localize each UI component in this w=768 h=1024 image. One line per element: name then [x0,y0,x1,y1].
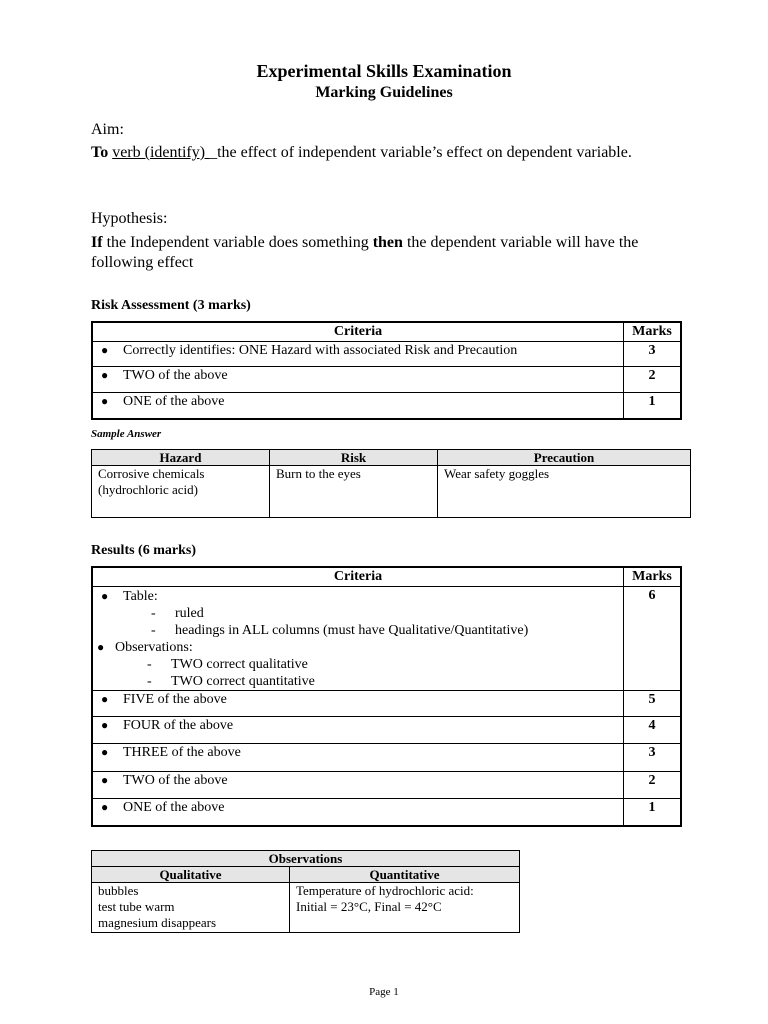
bullet-icon: ● [101,394,109,408]
criteria-cell [92,772,624,799]
document-subtitle: Marking Guidelines [315,84,453,101]
observations-table [91,850,520,933]
criteria-cell [92,691,624,717]
sub-item: - headings in ALL columns (must have Qualitative/Quantitative) [151,623,529,638]
criteria-text: TWO of the above [123,773,228,788]
marks-cell: 6 [624,587,682,691]
criteria-text: ONE of the above [123,800,225,815]
table-row [92,799,681,826]
hypothesis-then: then [372,234,403,251]
aim-text [91,143,681,163]
aim-heading: Aim: [91,121,124,138]
sub-item: - TWO correct quantitative [147,674,315,689]
criteria-item [101,588,623,605]
bullet-icon: ● [101,745,109,759]
table-header-row [92,867,520,883]
marks-cell: 3 [624,744,682,772]
table-row [92,393,681,419]
document-title: Experimental Skills Examination [256,61,512,81]
hypothesis-heading: Hypothesis: [91,210,168,227]
sub-item: - ruled [151,606,204,621]
table-row [92,744,681,772]
hazard-header: Hazard [92,450,270,466]
marks-cell: 3 [624,342,682,367]
precaution-cell: Wear safety goggles [438,466,691,518]
marks-cell: 1 [624,799,682,826]
criteria-header: Criteria [92,322,624,342]
criteria-header: Criteria [92,567,624,587]
criteria-text: FIVE of the above [123,692,227,707]
page-number: Page 1 [369,986,399,998]
marks-cell: 2 [624,367,682,393]
results-criteria-table [91,566,682,827]
criteria-cell [92,342,624,367]
bullet-icon: ● [97,640,105,654]
hypothesis-mid: the Independent variable does something [102,234,373,251]
criteria-cell [92,744,624,772]
table-row [92,883,520,933]
table-row [92,342,681,367]
criteria-cell [92,717,624,744]
criteria-item [97,639,623,656]
risk-header: Risk [270,450,438,466]
quantitative-cell [290,883,520,933]
table-row [92,717,681,744]
aim-lead: To [91,144,109,161]
quantitative-line: Temperature of hydrochloric acid: [296,883,474,898]
hazard-line: (hydrochloric acid) [98,482,198,497]
qualitative-line: test tube warm [98,899,175,914]
table-row [92,367,681,393]
criteria-cell [92,367,624,393]
aim-verb: verb (identify) [112,144,210,161]
risk-assessment-heading: Risk Assessment (3 marks) [91,298,251,313]
marks-cell: 1 [624,393,682,419]
sample-answer-table [91,449,691,518]
table-row [92,691,681,717]
marks-cell: 2 [624,772,682,799]
risk-criteria-table [91,321,682,420]
table-row [92,772,681,799]
qualitative-cell [92,883,290,933]
sample-answer-label: Sample Answer [91,428,162,440]
table-header-row [92,322,681,342]
criteria-text: FOUR of the above [123,718,234,733]
criteria-cell [92,799,624,826]
bullet-icon: ● [101,343,109,357]
criteria-text: Observations: [115,640,193,655]
hypothesis-if: If [91,234,103,251]
bullet-icon: ● [101,800,109,814]
qualitative-header: Qualitative [92,867,290,883]
table-header-row [92,567,681,587]
table-header-row [92,450,691,466]
criteria-text: ONE of the above [123,394,225,409]
precaution-header: Precaution [438,450,691,466]
risk-cell: Burn to the eyes [270,466,438,518]
criteria-cell [92,393,624,419]
bullet-icon: ● [101,368,109,382]
marks-header: Marks [624,322,682,342]
bullet-icon: ● [101,589,109,603]
hypothesis-text [91,233,681,273]
table-row [92,587,681,691]
qualitative-line: magnesium disappears [98,915,217,930]
marks-header: Marks [624,567,682,587]
criteria-text: Correctly identifies: ONE Hazard with associated Risk and Precaution [123,343,518,358]
criteria-text: THREE of the above [123,745,241,760]
marks-cell: 4 [624,717,682,744]
hazard-line: Corrosive chemicals [98,466,205,481]
hypothesis-rest: the dependent variable will have the following effect [91,234,639,271]
quantitative-line: Initial = 23°C, Final = 42°C [296,899,442,914]
marks-cell: 5 [624,691,682,717]
table-row [92,466,691,518]
table-title-row [92,851,520,867]
bullet-icon: ● [101,692,109,706]
observations-title: Observations [92,851,520,867]
quantitative-header: Quantitative [290,867,520,883]
criteria-text: Table: [123,589,158,604]
hazard-cell [92,466,270,518]
criteria-text: TWO of the above [123,368,228,383]
qualitative-line: bubbles [98,883,139,898]
sub-item: - TWO correct qualitative [147,657,308,672]
bullet-icon: ● [101,718,109,732]
bullet-icon: ● [101,773,109,787]
results-heading: Results (6 marks) [91,543,196,558]
criteria-cell [92,587,624,691]
aim-rest: _the effect of independent variable’s effect on dependent variable. [209,144,632,161]
